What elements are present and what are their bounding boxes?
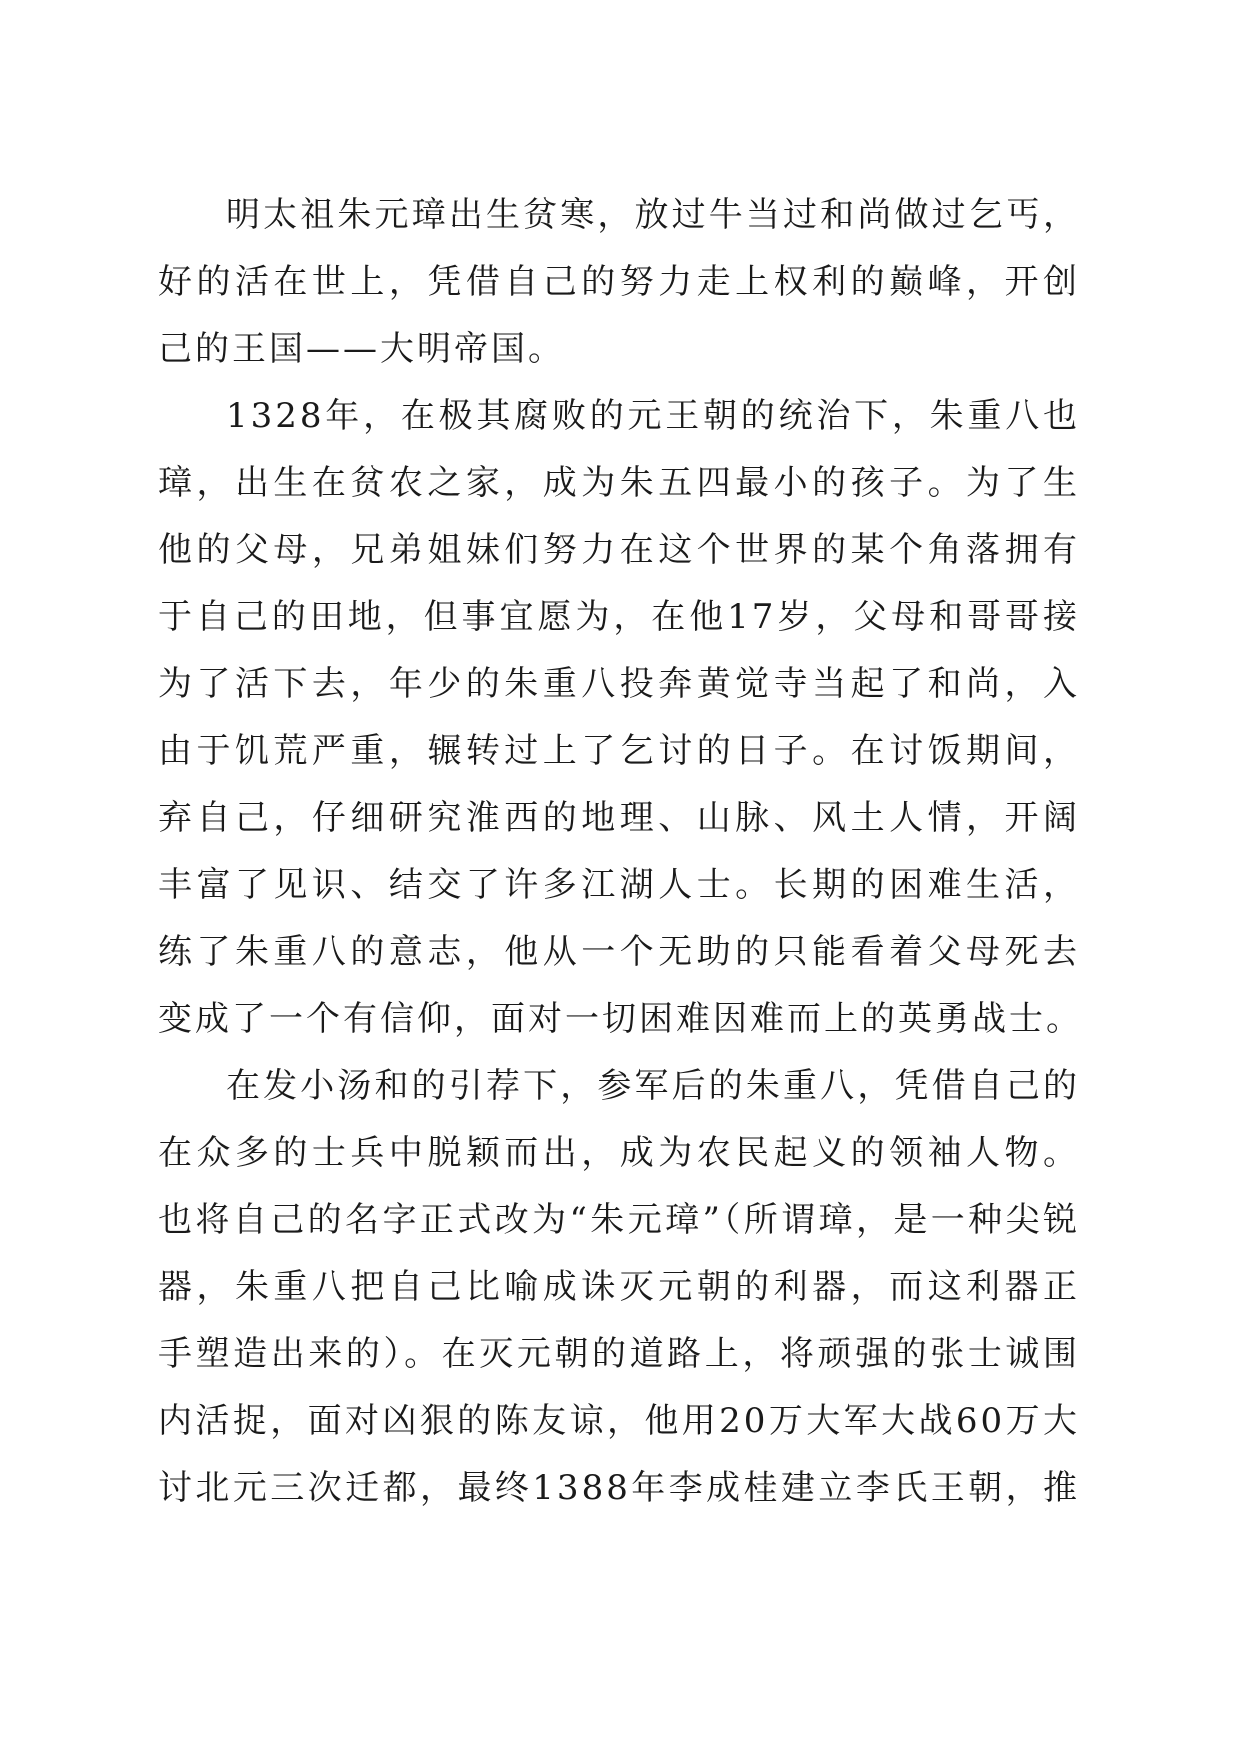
text-line: 1328年，在极其腐败的元王朝的统治下，朱重八也 <box>226 396 1080 436</box>
text-line: 明太祖朱元璋出生贫寒，放过牛当过和尚做过乞丐， <box>226 195 1080 235</box>
text-line: 璋，出生在贫农之家，成为朱五四最小的孩子。为了生 <box>158 463 1080 503</box>
text-line: 弃自己，仔细研究淮西的地理、山脉、风土人情，开阔 <box>158 798 1080 838</box>
text-line: 手塑造出来的）。在灭元朝的道路上，将顽强的张士诚围 <box>158 1334 1080 1374</box>
text-line: 在发小汤和的引荐下，参军后的朱重八，凭借自己的 <box>226 1066 1080 1106</box>
text-line: 于自己的田地，但事宜愿为，在他17岁，父母和哥哥接 <box>158 597 1080 637</box>
text-line: 为了活下去，年少的朱重八投奔黄觉寺当起了和尚，入 <box>158 664 1080 704</box>
paragraph <box>158 182 1080 383</box>
text-line: 由于饥荒严重，辗转过上了乞讨的日子。在讨饭期间， <box>158 731 1080 771</box>
text-line: 己的王国——大明帝国。 <box>158 329 565 369</box>
text-line: 练了朱重八的意志，他从一个无助的只能看着父母死去 <box>158 932 1080 972</box>
text-line: 好的活在世上，凭借自己的努力走上权利的巅峰，开创 <box>158 262 1080 302</box>
paragraph <box>158 383 1083 1053</box>
document-body <box>158 182 1083 1522</box>
text-line: 器，朱重八把自己比喻成诛灭元朝的利器，而这利器正 <box>158 1267 1080 1307</box>
text-line: 讨北元三次迁都，最终1388年李成桂建立李氏王朝，推 <box>158 1468 1080 1508</box>
text-line: 丰富了见识、结交了许多江湖人士。长期的困难生活， <box>158 865 1080 905</box>
text-line: 内活捉，面对凶狠的陈友谅，他用20万大军大战60万大 <box>158 1401 1080 1441</box>
text-line: 变成了一个有信仰，面对一切困难因难而上的英勇战士。 <box>158 999 1083 1039</box>
paragraph <box>158 1053 1080 1522</box>
text-line: 在众多的士兵中脱颖而出，成为农民起义的领袖人物。 <box>158 1133 1080 1173</box>
text-line: 他的父母，兄弟姐妹们努力在这个世界的某个角落拥有 <box>158 530 1080 570</box>
text-line: 也将自己的名字正式改为“朱元璋”（所谓璋，是一种尖锐 <box>158 1200 1080 1240</box>
